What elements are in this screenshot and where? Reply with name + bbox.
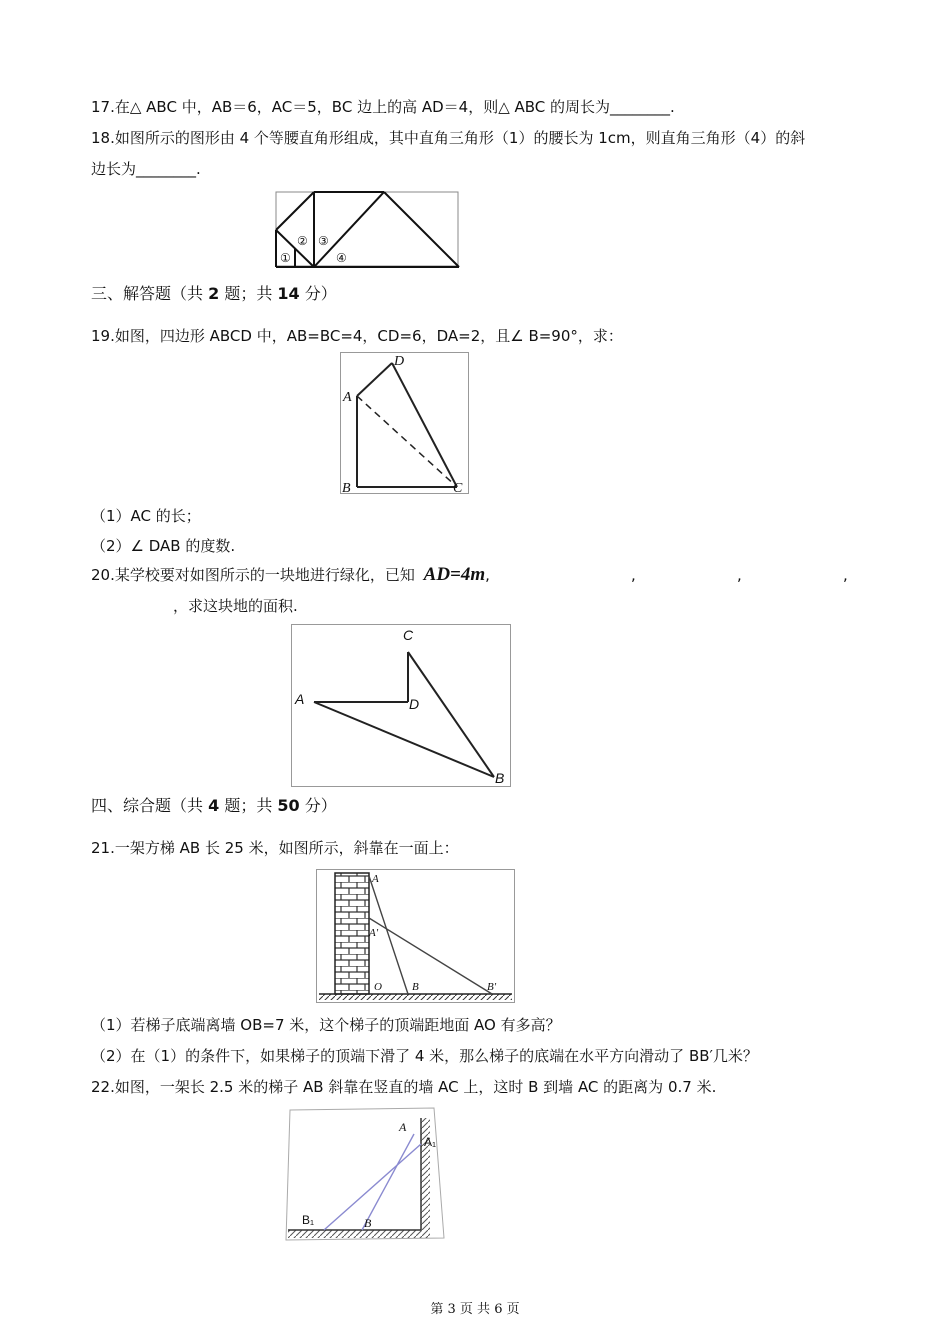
section-3-score: 14 (277, 284, 300, 303)
fig21-label-o: O (374, 981, 382, 993)
question-17: 17.在△ ABC 中，AB＝6，AC＝5，BC 边上的高 AD＝4，则△ ABC 的周长为________. (91, 98, 675, 116)
fig22-label-a1: A₁ (424, 1135, 437, 1149)
question-22: 22.如图，一架长 2.5 米的梯子 AB 斜靠在竖直的墙 AC 上，这时 B 到墙 AC 的距离为 0.7 米. (91, 1078, 717, 1096)
question-18-line2: 边长为________. (91, 160, 201, 178)
fig18-label-1: ① (280, 251, 291, 265)
fig22-label-a: A (399, 1120, 407, 1134)
question-20-text: 20.某学校要对如图所示的一块地进行绿化，已知 (91, 566, 415, 584)
fig22-label-b1: B₁ (302, 1213, 315, 1227)
fig20-label-b: B (495, 770, 505, 786)
question-20-line2: ，求这块地的面积. (173, 597, 298, 615)
question-18-line1: 18.如图所示的图形由 4 个等腰直角形组成，其中直角三角形（1）的腰长为 1cm，则直角三角形（4）的斜 (91, 129, 806, 147)
fig19-label-b: B (342, 481, 351, 493)
question-19-part2: （2）∠ DAB 的度数. (91, 537, 236, 555)
question-20-ad-value: AD=4m (423, 564, 486, 585)
section-4-mid: 题；共 (219, 796, 278, 815)
section-4-suffix: 分） (299, 796, 337, 815)
question-20-line1 (91, 565, 861, 585)
section-3-prefix: 三、解答题（共 (91, 284, 209, 303)
fig22-label-b: B (364, 1216, 372, 1230)
fig21-label-a-prime: A' (369, 927, 379, 939)
fig18-label-4: ④ (336, 251, 347, 265)
question-21-part2: （2）在（1）的条件下，如果梯子的顶端下滑了 4 米，那么梯子的底端在水平方向滑动了 BB′几米？ (91, 1047, 758, 1065)
fig20-label-c: C (403, 627, 414, 643)
fig19-label-c: C (453, 481, 463, 493)
question-20-sep-3: , (737, 566, 742, 584)
section-3-count: 2 (208, 284, 220, 303)
fig19-label-d: D (394, 354, 405, 369)
question-20-sep-4: , (843, 566, 848, 584)
fig21-label-a: A (372, 873, 379, 885)
fig19-label-a: A (343, 390, 352, 405)
figure-21 (316, 869, 515, 1003)
fig18-label-2: ② (297, 234, 308, 248)
fig21-label-b-prime: B' (487, 981, 497, 993)
section-4-score: 50 (277, 796, 300, 815)
question-21-part1: （1）若梯子底端离墙 OB=7 米，这个梯子的顶端距地面 AO 有多高？ (91, 1016, 561, 1034)
figure-20 (291, 624, 511, 787)
fig20-label-a: A (295, 691, 305, 707)
section-4-count: 4 (208, 796, 220, 815)
question-19: 19.如图，四边形 ABCD 中，AB=BC=4，CD=6，DA=2，且∠ B=90°，求： (91, 327, 623, 345)
section-3-mid: 题；共 (219, 284, 278, 303)
figure-22 (284, 1104, 447, 1242)
section-3-heading (91, 284, 337, 304)
section-4-prefix: 四、综合题（共 (91, 796, 209, 815)
figure-19 (340, 352, 469, 494)
question-19-part1: （1）AC 的长； (91, 507, 201, 525)
question-20-sep-2: , (631, 566, 636, 584)
section-4-heading (91, 796, 337, 816)
fig20-label-d: D (409, 696, 420, 712)
section-3-suffix: 分） (299, 284, 337, 303)
fig18-label-3: ③ (318, 234, 329, 248)
question-20-sep-1: , (485, 566, 490, 584)
question-21: 21.一架方梯 AB 长 25 米，如图所示，斜靠在一面上： (91, 839, 459, 857)
fig21-label-b: B (412, 981, 419, 993)
figure-18 (274, 190, 460, 268)
page-footer: 第 3 页 共 6 页 (430, 1302, 520, 1317)
